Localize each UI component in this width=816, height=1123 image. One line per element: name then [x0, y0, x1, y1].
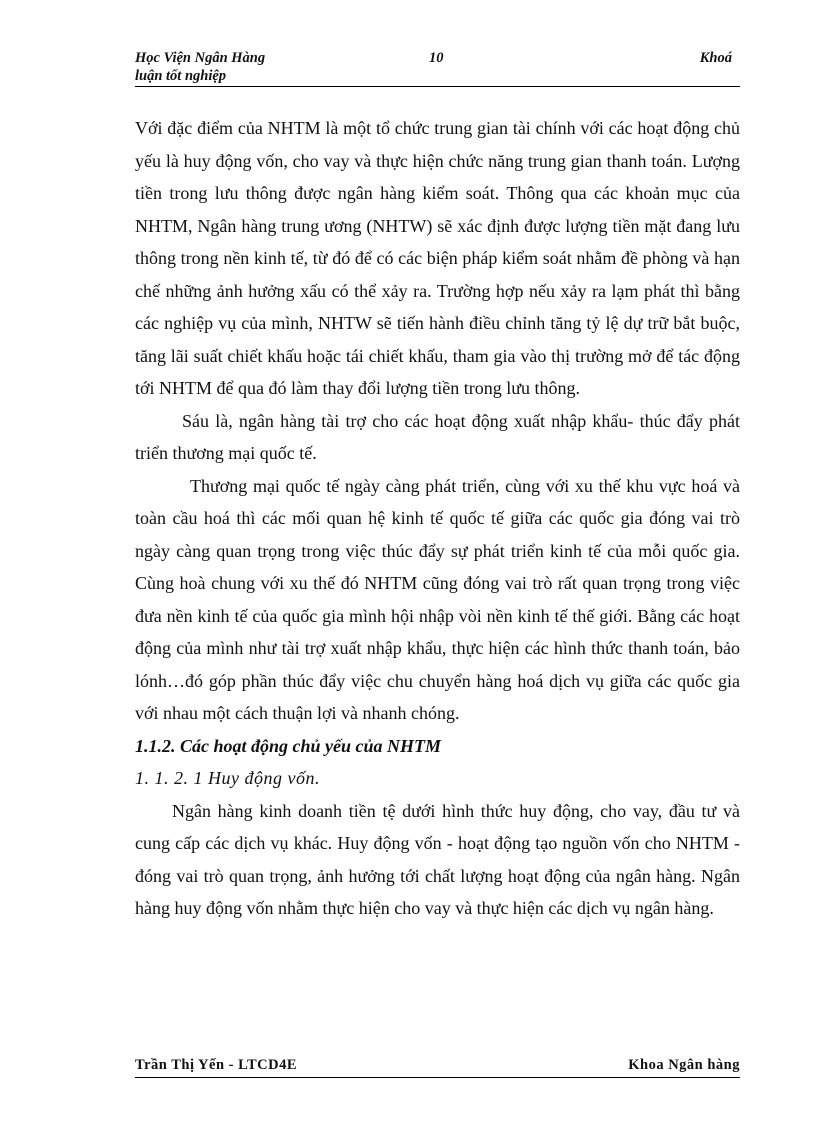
subsection-heading: 1. 1. 2. 1 Huy động vốn. — [135, 768, 320, 788]
page-header — [135, 50, 740, 87]
header-page-number: 10 — [429, 50, 444, 66]
paragraph-2: Sáu là, ngân hàng tài trợ cho các hoạt động xuất nhập khẩu- thúc đẩy phát triển thương mại quốc tế. — [135, 410, 740, 463]
paragraph-4: Ngân hàng kinh doanh tiền tệ dưới hình thức huy động, cho vay, đầu tư và cung cấp các dịch vụ khác. Huy động vốn - hoạt động tạo nguồn vốn cho NHTM - đóng vai trò quan trọng, ảnh hưởng tới chất lượng hoạt động của ngân hàng. Ngân hàng huy động vốn nhằm thực hiện cho vay và thực hiện các dịch vụ ngân hàng. — [135, 800, 740, 918]
footer-author: Trần Thị Yến - LTCD4E — [135, 1057, 297, 1073]
section-heading: 1.1.2. Các hoạt động chủ yếu của NHTM — [135, 735, 442, 756]
footer-department: Khoa Ngân hàng — [628, 1057, 740, 1073]
header-subtitle: luận tốt nghiệp — [135, 68, 227, 84]
paragraph-1: Với đặc điểm của NHTM là một tổ chức trung gian tài chính với các hoạt động chủ yếu là huy động vốn, cho vay và thực hiện chức năng trung gian thanh toán. Lượng tiền trong lưu thông được ngân hàng kiểm soát. Thông qua các khoản mục của NHTM, Ngân hàng trung ương (NHTW) sẽ xác định được lượng tiền mặt đang lưu thông trong nền kinh tế, từ đó để có các biện pháp kiểm soát nhằm đề phòng và hạn chế những ảnh hưởng xấu có thể xảy ra. Trường hợp nếu xảy ra lạm phát thì bằng các nghiệp vụ của mình, NHTW sẽ tiến hành điều chỉnh tăng tỷ lệ dự trữ bắt buộc, tăng lãi suất chiết khấu hoặc tái chiết khấu, tham gia vào thị trường mở để tác động tới NHTM để qua đó làm thay đổi lượng tiền trong lưu thông. — [135, 118, 740, 398]
header-right: Khoá — [699, 50, 732, 66]
page-footer — [135, 1057, 740, 1078]
page-body — [135, 112, 740, 925]
paragraph-3: Thương mại quốc tế ngày càng phát triển, cùng với xu thế khu vực hoá và toàn cầu hoá thì các mối quan hệ kinh tế quốc tế giữa các quốc gia đóng vai trò ngày càng quan trọng trong việc thúc đẩy sự phát triển kinh tế của mỗi quốc gia. Cùng hoà chung với xu thế đó NHTM cũng đóng vai trò rất quan trọng trong việc đưa nền kinh tế của quốc gia mình hội nhập vòi nền kinh tế thế giới. Bằng các hoạt động của mình như tài trợ xuất nhập khẩu, thực hiện các hình thức thanh toán, bảo lónh…đó góp phần thúc đẩy việc chu chuyển hàng hoá dịch vụ giữa các quốc gia với nhau một cách thuận lợi và nhanh chóng. — [135, 475, 740, 723]
header-school: Học Viện Ngân Hàng — [135, 50, 266, 66]
